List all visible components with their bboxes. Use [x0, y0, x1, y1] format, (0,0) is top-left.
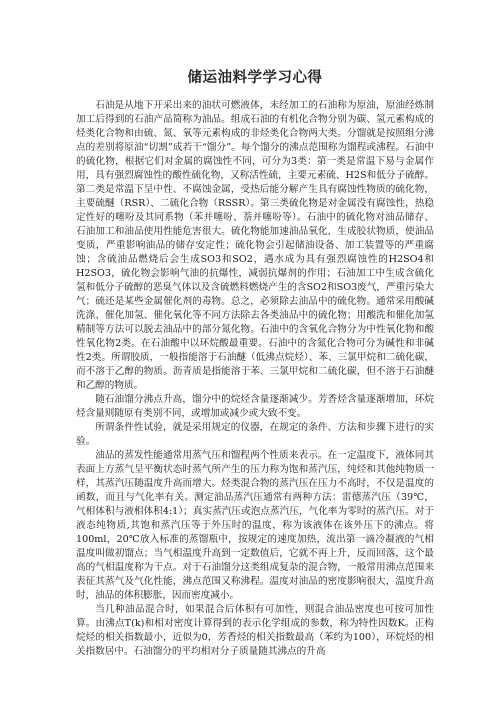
paragraph-conditional-test: 所谓条件性试验，就是采用规定的仪器，在规定的条件、方法和步骤下进行的实验。: [76, 422, 434, 447]
paragraph-petroleum-composition: 石油是从地下开采出来的油状可燃液体，未经加工的石油称为原油，原油经炼制加工后得到的石油产品简称为油品。组成石油的有机化合物分别为碳、氢元素构成的烃类化合物和由硫、氮、氧等元素构成的非烃类化合物两大类。分馏就是按照组分沸点的差别将原油“切割”成若干“馏分”。每个馏分的沸点范围称为馏程或沸程。石油中的硫化物，根据它们对金属的腐蚀性不同，可分为3类：第一类是常温下易与金属作用，具有强烈腐蚀性的酸性硫化物，又称活性硫，主要元素硫、H2S和低分子硫醇。第二类是常温下呈中性、不腐蚀金属，受热后能分解产生具有腐蚀性物质的硫化物，主要硫醚（RSR）、二硫化合物（RSSR）。第三类硫化物是对金属没有腐蚀性，热稳定性好的噻吩及其同系物（苯并噻吩、萘并噻吩等）。石油中的硫化物对油品储存、石油加工和油品使用性能危害很大。硫化物能加速油品氧化，生成胶状物质，使油品变质，严重影响油品的储存安定性；硫化物会引起储油设备、加工装置等的严重腐蚀；含硫油品燃烧后会生成SO3和SO2，遇水成为具有强烈腐蚀性的H2SO4和H2SO3，硫化物会影响气油的抗爆性，减弱抗爆剂的作用；石油加工中生成含硫化氢和低分子硫醇的恶臭气体以及含硫燃料燃烧产生的含SO2和SO3废气，严重污染大气；硫还是某些金属催化剂的毒物。总之，必须除去油品中的硫化物。通常采用酸碱洗涤、催化加氢、催化氧化等不同方法除去各类油品中的硫化物；用酸洗和催化加氢精制等方法可以脱去油品中的部分氮化物。石油中的含氧化合物分为中性氧化物和酸性氧化物2类。在石油酸中以环烷酸最重要。石油中的含氮化合物可分为碱性和非碱性2类。所谓胶质，一般指能溶于石油醚（低沸点烷烃）、苯、三氯甲烷和二硫化碳，而不溶于乙醇的物质。沥青质是指能溶于苯、三氯甲烷和二硫化碳，但不溶于石油醚和乙醇的物质。: [76, 100, 434, 391]
paragraph-fraction-boiling-point: 随石油馏分沸点升高，馏分中的烷烃含量逐渐减少。芳香烃含量逐渐增加，环烷烃含量则随原有类别不同，或增加或减少或大致不变。: [76, 394, 434, 419]
document-body: [76, 99, 434, 659]
paragraph-density-mixing: 当几种油品混合时，如果混合后体积有可加性，则混合油品密度也可按可加性算。由沸点T(k)和相对密度计算得到的表示化学组成的参数，称为特性因数K。正构烷烃的相关指数最小，近似为0，芳香烃的相关指数最高（苯约为100），环烷烃的相关指数居中。石油馏分的平均相对分子质量随其沸点的升高: [76, 604, 434, 657]
paragraph-evaporation-properties: 油品的蒸发性能通常用蒸气压和馏程两个性质来表示。在一定温度下，液体同其表面上方蒸气呈平衡状态时蒸气所产生的压力称为饱和蒸汽压，纯烃和其他纯物质一样，其蒸汽压随温度升高而增大。烃类混合物的蒸汽压在压力不高时，不仅是温度的函数，而且与气化率有关。测定油品蒸汽压通常有两种方法：雷德蒸汽压（39℃，气相体积与液相体积4:1）；真实蒸汽压或泡点蒸汽压，气化率为零时的蒸汽压。对于液态纯物质,其饱和蒸汽压等于外压时的温度，称为该液体在该外压下的沸点。将100ml，20℃放入标准的蒸馏瓶中，按规定的速度加热，流出第一滴冷凝液的气相温度叫做初馏点；当气相温度升高到一定数值后，它就不再上升，反而回落，这个最高的气相温度称为干点。对于石油馏分这类组成复杂的混合物，一般常用沸点范围来表征其蒸气及气化性能，沸点范围又称沸程。温度对油品的密度影响很大，温度升高时，油品的体积膨胀，因而密度减小。: [76, 450, 434, 601]
document-title: 储运油料学学习心得: [187, 69, 323, 86]
